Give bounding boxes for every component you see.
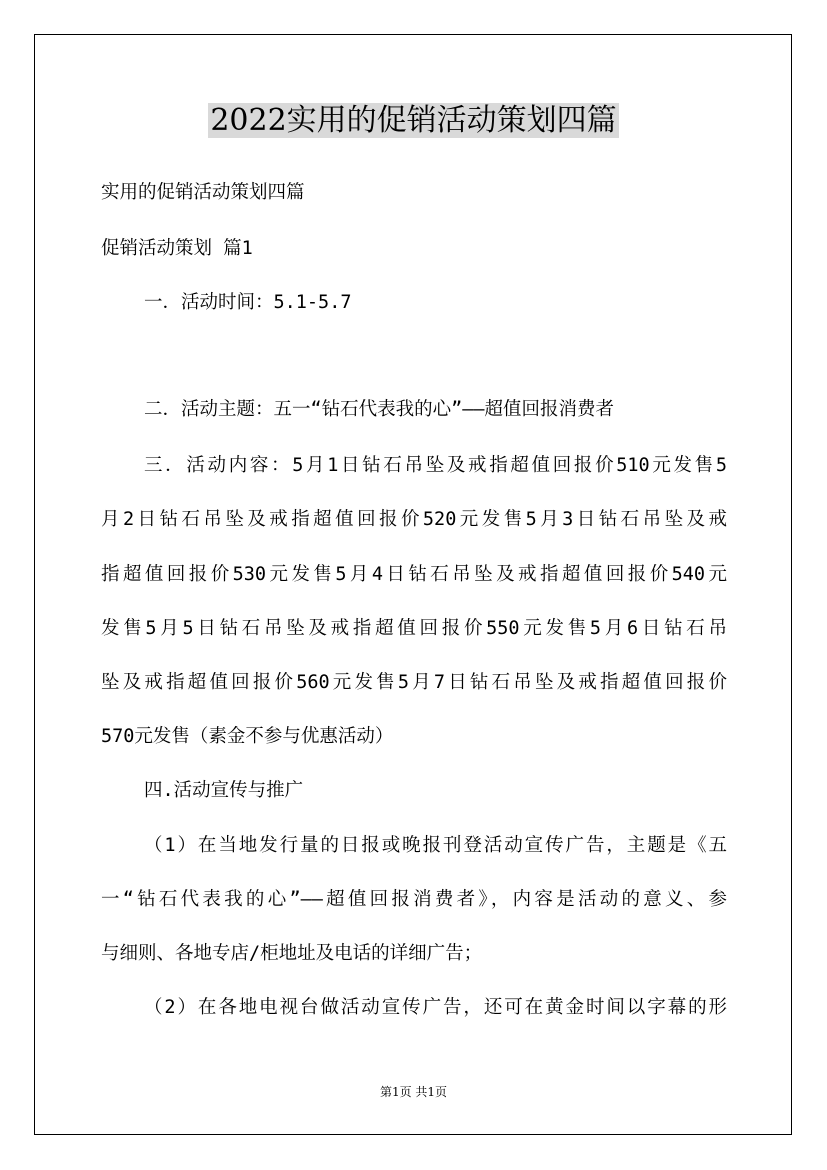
promo-line: 一“钻石代表我的心”——超值回报消费者》，内容是活动的意义、参 (101, 889, 727, 910)
content-line: 发售5月5日钻石吊坠及戒指超值回报价550元发售5月6日钻石吊 (101, 618, 727, 639)
content-line: 坠及戒指超值回报价560元发售5月7日钻石吊坠及戒指超值回报价 (101, 672, 727, 693)
promo-line: （2）在各地电视台做活动宣传广告，还可在黄金时间以字幕的形 (144, 997, 727, 1018)
item-promotion: 四.活动宣传与推广 (144, 780, 304, 801)
promo-line: 与细则、各地专店/柜地址及电话的详细广告； (101, 943, 483, 964)
content-line: 三．活动内容：5月1日钻石吊坠及戒指超值回报价510元发售5 (144, 455, 727, 476)
content-line: 月2日钻石吊坠及戒指超值回报价520元发售5月3日钻石吊坠及戒 (101, 509, 727, 530)
content-line: 570元发售（素金不参与优惠活动） (101, 726, 394, 747)
item-activity-time: 一．活动时间：5.1-5.7 (144, 292, 352, 313)
section-heading: 促销活动策划 篇1 (101, 238, 253, 259)
content-line: 指超值回报价530元发售5月4日钻石吊坠及戒指超值回报价540元 (101, 564, 727, 585)
item-activity-theme: 二．活动主题：五一“钻石代表我的心”——超值回报消费者 (144, 399, 615, 420)
promo-line: （1）在当地发行量的日报或晚报刊登活动宣传广告，主题是《五 (144, 835, 727, 856)
document-title: 2022实用的促销活动策划四篇 (210, 103, 617, 138)
page-footer: 第1页 共1页 (379, 1085, 448, 1099)
subtitle: 实用的促销活动策划四篇 (101, 182, 305, 203)
